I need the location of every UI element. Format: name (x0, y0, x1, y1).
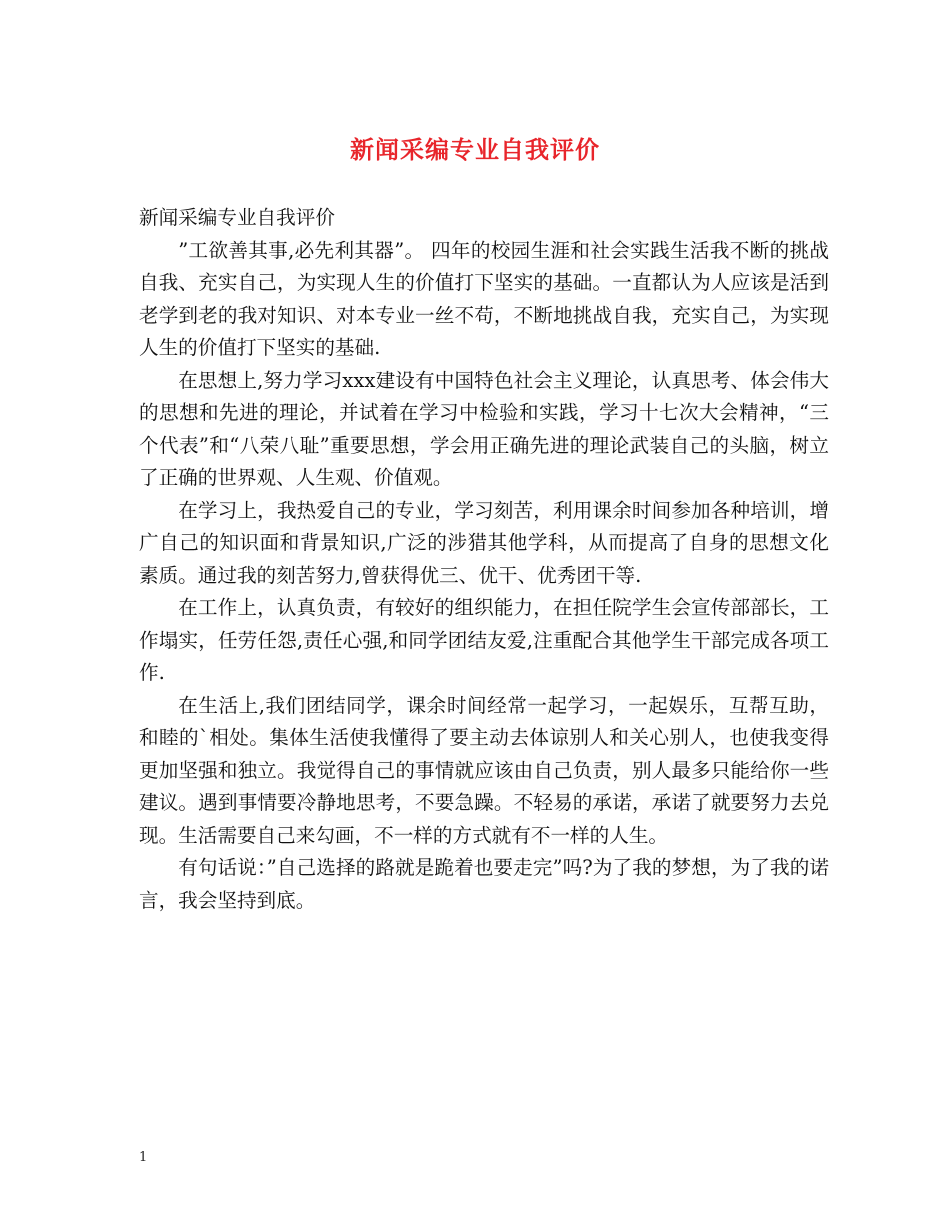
document-body (139, 202, 829, 917)
paragraph-thought: 在思想上,努力学习xxx建设有中国特色社会主义理论，认真思考、体会伟大的思想和先进的理论，并试着在学习中检验和实践，学习十七次大会精神，“三个代表”和“八荣八耻”重要思想，学会用正确先进的理论武装自己的头脑，树立了正确的世界观、人生观、价值观。 (139, 368, 829, 489)
page-number: 1 (139, 1150, 148, 1165)
document-title: 新闻采编专业自我评价 (350, 135, 600, 164)
paragraph-work: 在工作上，认真负责，有较好的组织能力，在担任院学生会宣传部部长，工作塌实，任劳任怨,责任心强,和同学团结友爱,注重配合其他学生干部完成各项工作. (139, 596, 829, 684)
body-subtitle: 新闻采编专业自我评价 (139, 206, 335, 229)
paragraph-intro: ”工欲善其事,必先利其器”。 四年的校园生涯和社会实践生活我不断的挑战自我、充实自己，为实现人生的价值打下坚实的基础。一直都认为人应该是活到老学到老的我对知识、对本专业一丝不苟，不断地挑战自我，充实自己，为实现人生的价值打下坚实的基础. (139, 238, 829, 359)
paragraph-life: 在生活上,我们团结同学，课余时间经常一起学习，一起娱乐，互帮互助，和睦的`相处。集体生活使我懂得了要主动去体谅别人和关心别人，也使我变得更加坚强和独立。我觉得自己的事情就应该由自己负责，别人最多只能给你一些建议。遇到事情要冷静地思考，不要急躁。不轻易的承诺，承诺了就要努力去兑现。生活需要自己来勾画，不一样的方式就有不一样的人生。 (139, 693, 829, 847)
paragraph-study: 在学习上，我热爱自己的专业，学习刻苦，利用课余时间参加各种培训，增广自己的知识面和背景知识,广泛的涉猎其他学科，从而提高了自身的思想文化素质。通过我的刻苦努力,曾获得优三、优干、优秀团干等. (139, 498, 829, 587)
paragraph-conclusion: 有句话说：”自己选择的路就是跪着也要走完”吗?为了我的梦想，为了我的诺言，我会坚持到底。 (139, 856, 829, 912)
